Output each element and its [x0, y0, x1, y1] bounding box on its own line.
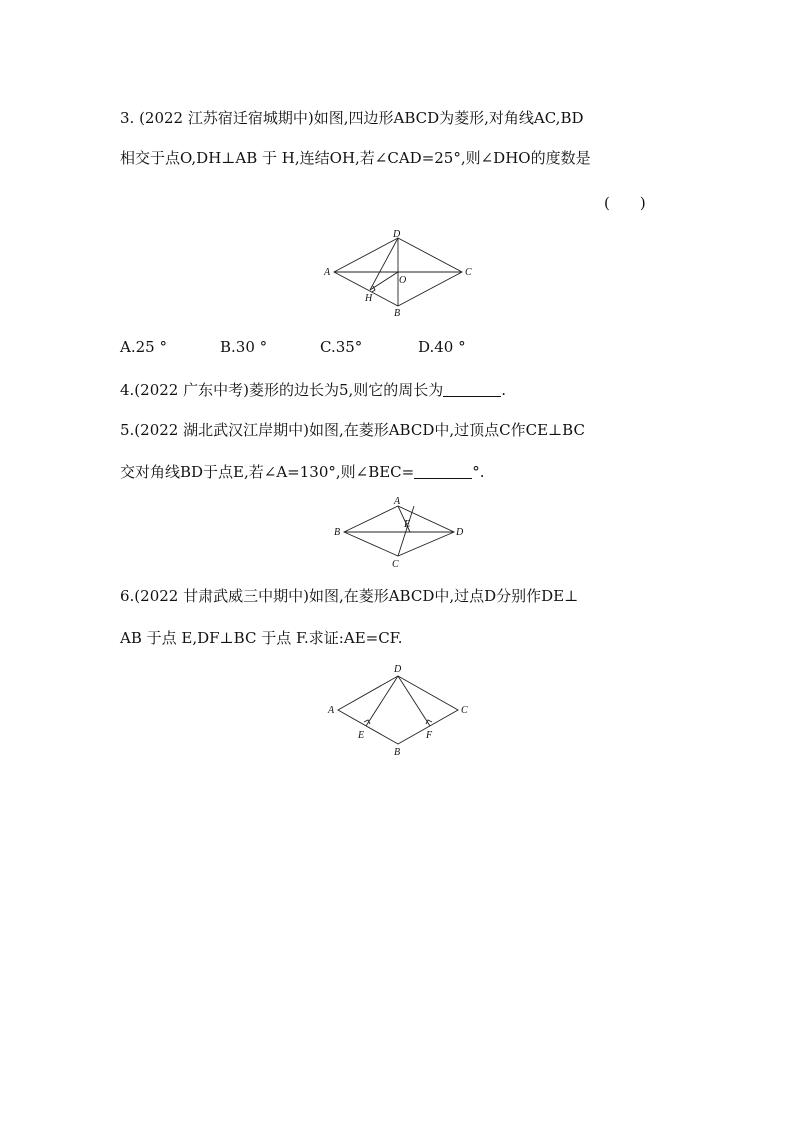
q6-label-e: E [358, 730, 365, 741]
q6-label-a: A [328, 705, 335, 716]
q6-label-c: C [461, 705, 468, 716]
q3-line-2: 相交于点O,DH⊥AB 于 H,连结OH,若∠CAD=25°,则∠DHO的度数是 [120, 149, 591, 167]
q6-line-1: 6.(2022 甘肃武威三中期中)如图,在菱形ABCD中,过点D分别作DE⊥ [120, 587, 579, 605]
q5-line-1: 5.(2022 湖北武汉江岸期中)如图,在菱形ABCD中,过顶点C作CE⊥BC [120, 421, 585, 439]
q5-label-a: A [394, 496, 401, 507]
q5-end: °. [472, 463, 485, 481]
q3-choice-b: B.30 ° [220, 338, 268, 356]
q3-label-a: A [324, 267, 331, 278]
q6-label-d: D [394, 664, 402, 675]
q6-segment-df [398, 676, 430, 726]
q4-end: . [501, 381, 507, 399]
q6-line-2: AB 于点 E,DF⊥BC 于点 F.求证:AE=CF. [120, 629, 403, 647]
q6-segment-de [366, 676, 398, 726]
q5-rhombus-figure [330, 494, 470, 570]
q5-rhombus [344, 506, 454, 556]
q4-line [120, 380, 506, 400]
q5-line-2 [120, 462, 485, 482]
q5-label-b: B [334, 527, 341, 538]
q3-choice-c: C.35° [320, 338, 363, 356]
q3-label-o: O [399, 275, 407, 286]
q6-label-f: F [426, 730, 433, 741]
q3-label-c: C [465, 267, 472, 278]
q3-choice-d: D.40 ° [418, 338, 466, 356]
q3-segment-oh [370, 272, 398, 290]
q3-label-d: D [393, 229, 401, 240]
q5-answer-blank[interactable] [414, 462, 472, 479]
q4-answer-blank[interactable] [443, 380, 501, 397]
q5-label-e: E [404, 519, 411, 530]
q5-segment-ce [398, 506, 414, 556]
q3-rhombus-figure [320, 228, 480, 320]
q6-rhombus [338, 676, 458, 744]
q6-rhombus-figure [324, 660, 474, 758]
q6-label-b: B [394, 747, 401, 758]
q3-line-1: 3. (2022 江苏宿迁宿城期中)如图,四边形ABCD为菱形,对角线AC,BD [120, 109, 584, 127]
q5-text: 交对角线BD于点E,若∠A=130°,则∠BEC= [120, 463, 415, 481]
q3-label-b: B [394, 308, 401, 319]
q3-label-h: H [365, 293, 373, 304]
q3-answer-paren: ( ) [604, 194, 646, 212]
q3-choice-a: A.25 ° [120, 338, 167, 356]
q4-text: 4.(2022 广东中考)菱形的边长为5,则它的周长为 [120, 381, 444, 399]
q5-label-d: D [456, 527, 464, 538]
q5-label-c: C [392, 559, 399, 570]
